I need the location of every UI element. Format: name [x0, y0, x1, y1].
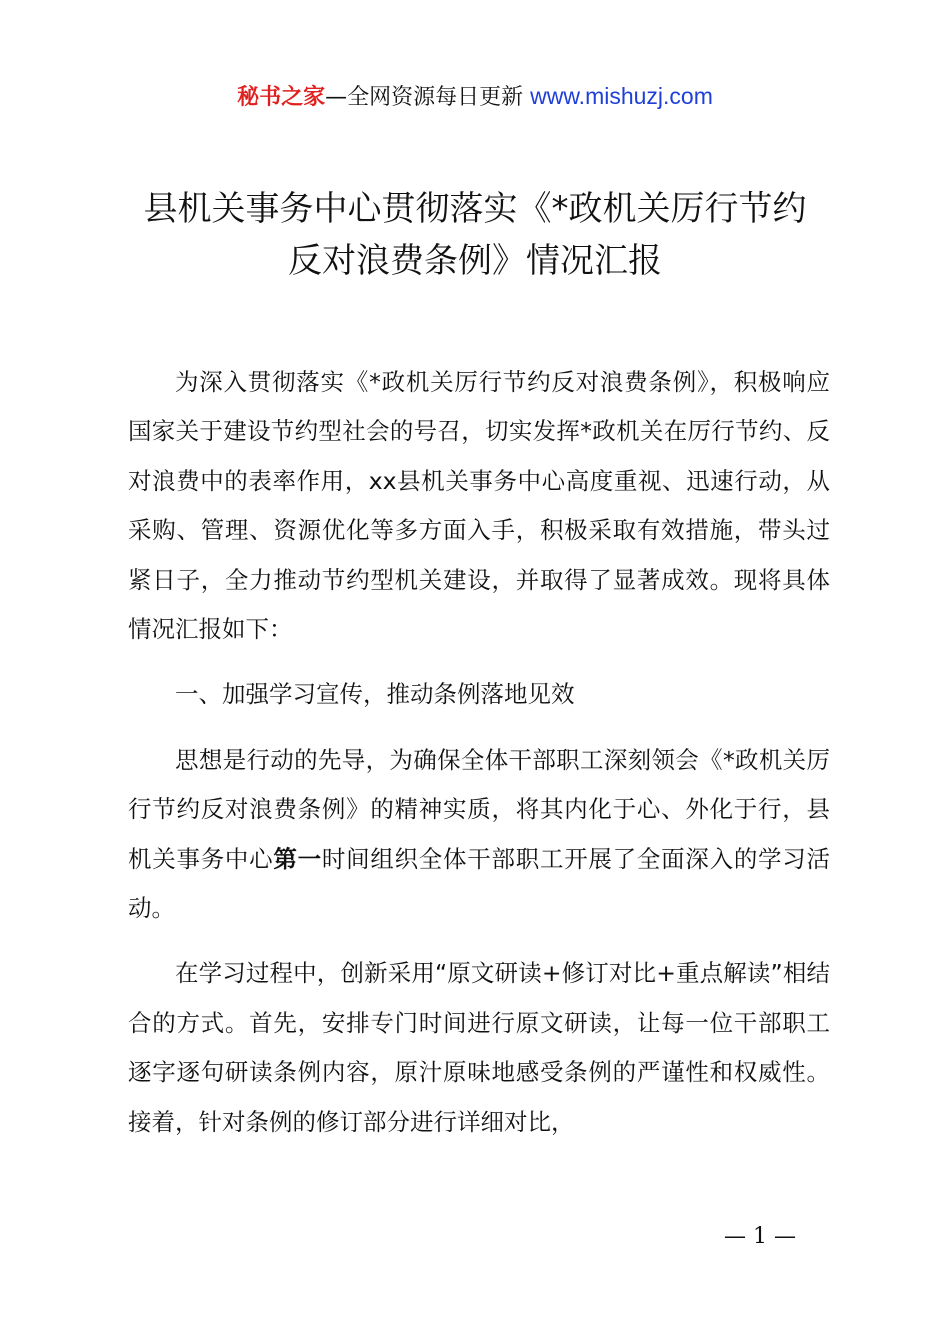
- page-number: — 1 —: [724, 1224, 796, 1249]
- paragraph-3: 在学习过程中，创新采用“原文研读+修订对比+重点解读”相结合的方式。首先，安排专门时间进行原文研读，让每一位干部职工逐字逐句研读条例内容，原汁原味地感受条例的严谨性和权威性。接着，针对条例的修订部分进行详细对比，: [128, 959, 830, 1136]
- header-slogan: —全网资源每日更新: [325, 85, 531, 110]
- title-line-1: 县机关事务中心贯彻落实《*政机关厉行节约: [143, 189, 807, 229]
- paragraph-intro: 为深入贯彻落实《*政机关厉行节约反对浪费条例》，积极响应国家关于建设节约型社会的号召，切实发挥*政机关在厉行节约、反对浪费中的表率作用，xx县机关事务中心高度重视、迅速行动，从采购、管理、资源优化等多方面入手，积极采取有效措施，带头过紧日子，全力推动节约型机关建设，并取得了显著成效。现将具体情况汇报如下：: [128, 368, 830, 644]
- paragraph-2-text-b: 时间组织全体干部职工开展了全面深入的学习活动。: [128, 844, 831, 923]
- paragraph-gap: [128, 933, 830, 949]
- title-line-2: 反对浪费条例》情况汇报: [288, 241, 662, 281]
- paragraph-2-text-a: 思想是行动的先导，为确保全体干部职工深刻领会《*政机关厉行节约反对浪费条例》的精神实质，将其内化于心、外化于行，县机关事务中心: [128, 745, 830, 873]
- paragraph-2-emphasis: 第一: [273, 844, 322, 873]
- document-body: [128, 358, 830, 1147]
- site-header: [0, 80, 950, 114]
- paragraph-2: [128, 736, 830, 934]
- site-url-link[interactable]: www.mishuzj.com: [530, 83, 713, 109]
- brand-name: 秘书之家: [237, 85, 326, 110]
- section-heading-1: 一、加强学习宣传，推动条例落地见效: [175, 680, 575, 709]
- document-title: [90, 183, 860, 287]
